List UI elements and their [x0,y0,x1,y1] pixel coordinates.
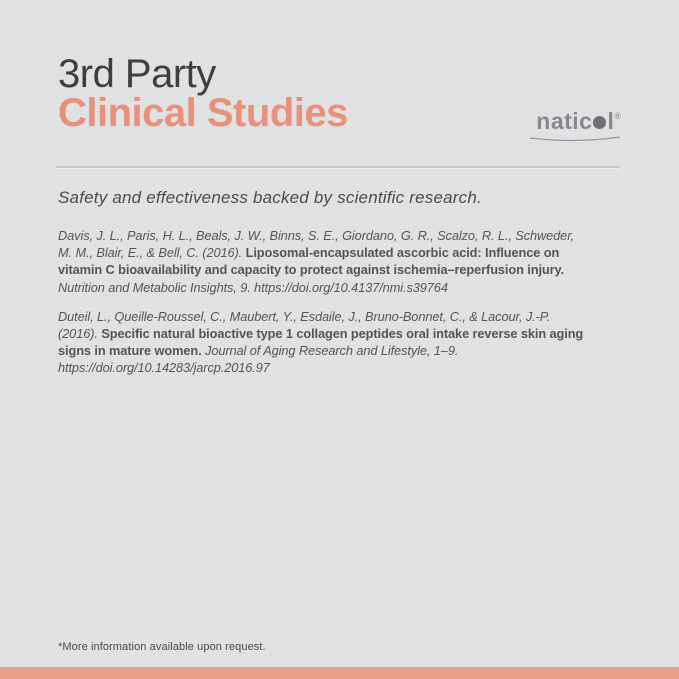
citation-1-authors: Davis, J. L., Paris, H. L., Beals, J. W., Binns, S. E., Giordano, G. R., Scalzo, R. L., Schweder, M. M., Blair, E., & Bell, C. (2016). [58,228,575,261]
citation-1-title: Liposomal-encapsulated ascorbic acid: Influence on vitamin C bioavailability and capacity to protect against ischemia–reperfusion injury. [58,245,565,278]
registered-trademark-icon: ® [614,111,621,121]
citation-2-authors: Duteil, L., Queille-Roussel, C., Maubert, Y., Esdaile, J., Bruno-Bonnet, C., & Lacour, J.-P. (2016). [58,308,551,342]
naticol-logo-text [536,108,621,134]
page-title [58,52,348,135]
citations-block [58,227,590,389]
naticol-logo [529,103,621,143]
title-line-1: 3rd Party [58,52,216,96]
logo-dot-icon [593,116,606,129]
divider-line [56,166,620,169]
logo-swoosh-icon [529,135,621,143]
citation-2 [58,308,590,377]
bottom-accent-bar [0,667,679,679]
title-line-2: Clinical Studies [58,91,348,135]
footnote: *More information available upon request. [58,641,266,653]
citation-2-title: Specific natural bioactive type 1 collagen peptides oral intake reverse skin aging signs in mature women. [58,326,584,359]
logo-text-pre: natic [536,108,593,134]
logo-text-post: l [607,108,615,134]
subtitle: Safety and effectiveness backed by scientific research. [58,188,482,207]
citation-2-source: Journal of Aging Research and Lifestyle, 1–9. https://doi.org/10.14283/jarcp.2016.97 [58,343,459,376]
citation-1 [58,227,590,296]
citation-1-source: Nutrition and Metabolic Insights, 9. https://doi.org/10.4137/nmi.s39764 [58,279,448,295]
